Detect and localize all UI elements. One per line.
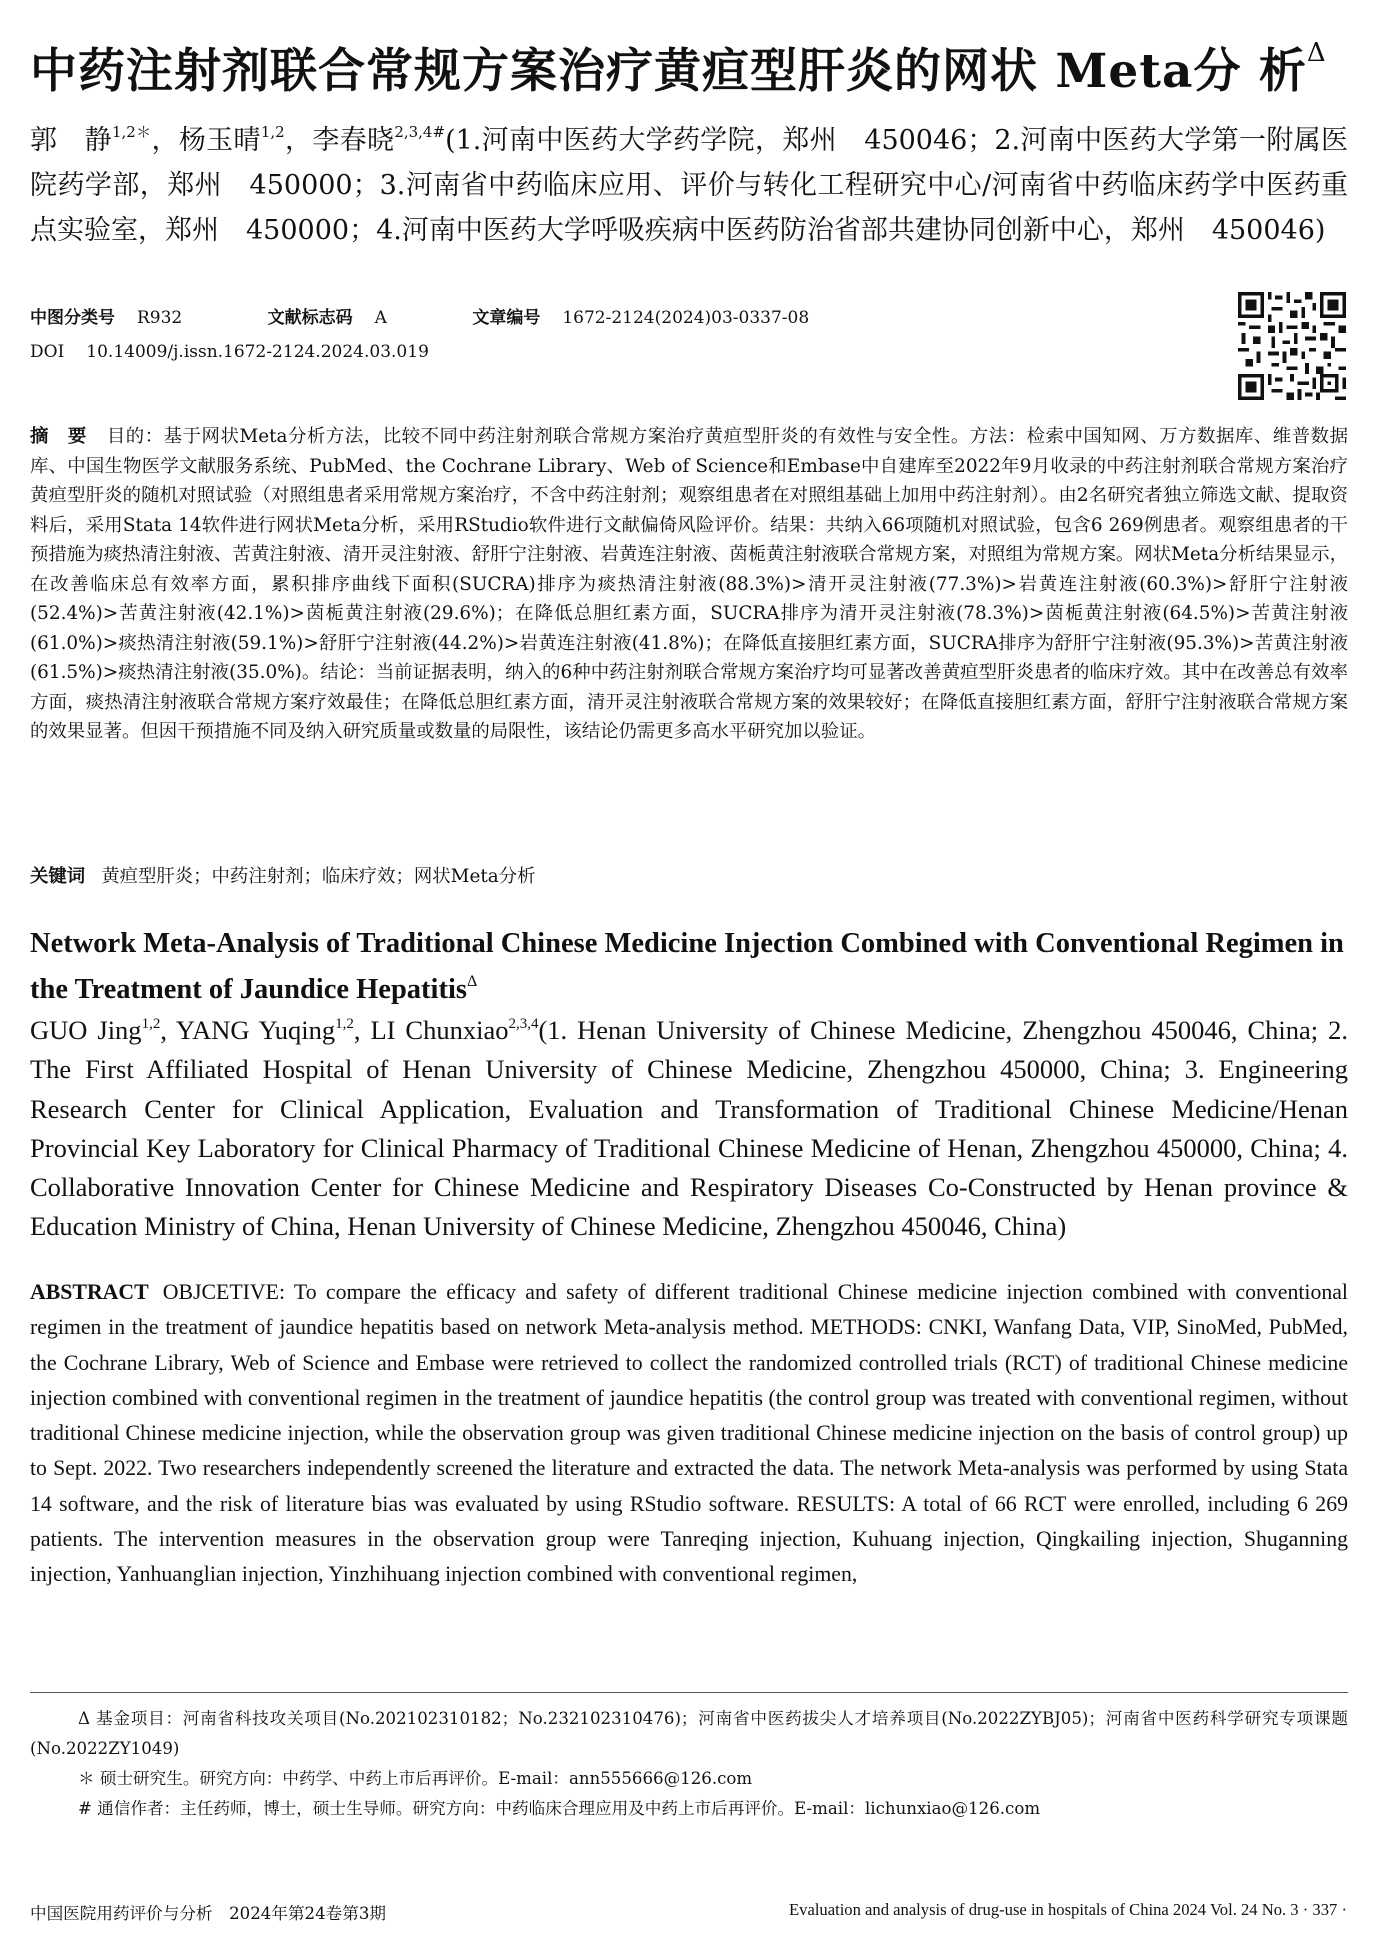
running-footer-right: Evaluation and analysis of drug-use in hospitals of China 2024 Vol. 24 No. 3 · 337 · — [789, 1900, 1347, 1919]
title-en: Network Meta-Analysis of Traditional Chinese Medicine Injection Combined with Conventional Regimen in the Treatment of Jaundice Hepatitis$^\Delta$ — [30, 928, 1344, 1005]
footnote-corresponding: # 通信作者：主任药师，博士，硕士生导师。研究方向：中药临床合理应用及中药上市后再评价。E-mail：lichunxiao@126.com — [78, 1799, 1041, 1818]
abstract-en-text: OBJCETIVE: To compare the efficacy and safety of different traditional Chinese medicine injection combined with conventional regimen in the treatment of jaundice hepatitis based on network Meta-analysis method. METHODS: CNKI, Wanfang Data, VIP, SinoMed, PubMed, the Cochrane Library, Web of Science and Embase were retrieved to collect the randomized controlled trials (RCT) of traditional Chinese medicine injection combined with conventional regimen in the treatment of jaundice hepatitis (the control group was treated with conventional regimen, without traditional Chinese medicine injection, while the observation group was given traditional Chinese medicine injection on the basis of control group) up to Sept. 2022. Two researchers independently screened the literature and extracted the data. The network Meta-analysis was performed by using Stata 14 software, and the risk of literature bias was evaluated by using RStudio software. RESULTS: A total of 66 RCT were enrolled, including 6 269 patients. The intervention measures in the observation group were Tanreqing injection, Kuhuang injection, Qingkailing injection, Shuganning injection, Yanhuanglian injection, Yinzhihuang injection combined with conventional regimen, — [30, 1280, 1348, 1587]
footnote-divider — [30, 1692, 1348, 1693]
keywords-zh-text: 黄疸型肝炎；中药注射剂；临床疗效；网状Meta分析 — [101, 866, 536, 887]
title-en-mark: Δ — [466, 973, 478, 990]
abstract-en — [30, 1275, 1348, 1593]
classification-line: 中图分类号 R932 文献标志码 A 文章编号 1672-2124(2024)03-0337-08 — [30, 308, 810, 328]
doi-line: DOI 10.14009/j.issn.1672-2124.2024.03.019 — [30, 342, 429, 362]
footnote-first-author: ＊ 硕士研究生。研究方向：中药学、中药上市后再评价。E-mail：ann555666@126.com — [78, 1769, 753, 1788]
footnote-fund: Δ 基金项目：河南省科技攻关项目(No.202102310182；No.232102310476)；河南省中医药拔尖人才培养项目(No.2022ZYBJ05)；河南省中医药科学研究专项课题(No.2022ZY1049) — [30, 1709, 1348, 1758]
doi-value[interactable]: 10.14009/j.issn.1672-2124.2024.03.019 — [86, 342, 429, 362]
keywords-zh — [30, 864, 535, 890]
qr-code-icon — [1238, 292, 1346, 400]
footnotes — [30, 1704, 1348, 1824]
affiliations-en: (1. Henan University of Chinese Medicine, Zhengzhou 450046, China; 2. The First Affiliated Hospital of Henan University of Chinese Medicine, Zhengzhou 450000, China; 3. Engineering Research Center for Clinical Application, Evaluation and Transformation of Traditional Chinese Medicine/Henan Provincial Key Laboratory for Clinical Pharmacy of Traditional Chinese Medicine of Henan, Zhengzhou 450000, China; 4. Collaborative Innovation Center for Chinese Medicine and Respiratory Diseases Co-Constructed by Henan province & Education Ministry of China, Henan University of Chinese Medicine, Zhengzhou 450046, China) — [30, 1015, 1348, 1242]
affiliations-zh: (1.河南中医药大学药学院，郑州 450046；2.河南中医药大学第一附属医院药学部，郑州 450000；3.河南省中药临床应用、评价与转化工程研究中心/河南省中药临床药学中医药重点实验室，郑州 450000；4.河南中医药大学呼吸疾病中医药防治省部共建协同创新中心，郑州 450046) — [30, 125, 1349, 246]
abstract-zh — [30, 422, 1348, 747]
abstract-zh-label: 摘 要 — [30, 426, 87, 447]
authors-zh: 郭 静$^{1,2*}$，杨玉晴$^{1,2}$，李春晓$^{2,3,4\#}$(1.河南中医药大学药学院，郑州 450046；2.河南中医药大学第一附属医院药学部，郑州 450000；3.河南省中药临床应用、评价与转化工程研究中心/河南省中药临床药学中医药重点实验室，郑州 450000；4.河南中医药大学呼吸疾病中医药防治省部共建协同创新中心，郑州 450046) — [30, 123, 1349, 246]
keywords-zh-label: 关键词 — [30, 866, 86, 887]
title-zh-mark: Δ — [1306, 38, 1327, 68]
authors-en: GUO Jing$^{1,2}$, YANG Yuqing$^{1,2}$, LI Chunxiao$^{2,3,4}$(1. Henan University of Chinese Medicine, Zhengzhou 450046, China; 2. The First Affiliated Hospital of Henan University of Chinese Medicine, Zhengzhou 450000, China; 3. Engineering Research Center for Clinical Application, Evaluation and Transformation of Traditional Chinese Medicine/Henan Provincial Key Laboratory for Clinical Pharmacy of Traditional Chinese Medicine of Henan, Zhengzhou 450000, China; 4. Collaborative Innovation Center for Chinese Medicine and Respiratory Diseases Co-Constructed by Henan province & Education Ministry of China, Henan University of Chinese Medicine, Zhengzhou 450046, China) — [30, 1015, 1348, 1242]
title-zh: 中药注射剂联合常规方案治疗黄疸型肝炎的网状 Meta分 析$^\Delta$ — [30, 38, 1327, 99]
abstract-zh-text: 目的：基于网状Meta分析方法，比较不同中药注射剂联合常规方案治疗黄疸型肝炎的有效性与安全性。方法：检索中国知网、万方数据库、维普数据库、中国生物医学文献服务系统、PubMed、the Cochrane Library、Web of Science和Embase中自建库至2022年9月收录的中药注射剂联合常规方案治疗黄疸型肝炎的随机对照试验（对照组患者采用常规方案治疗，不含中药注射剂；观察组患者在对照组基础上加用中药注射剂）。由2名研究者独立筛选文献、提取资料后，采用Stata 14软件进行网状Meta分析，采用RStudio软件进行文献偏倚风险评价。结果：共纳入66项随机对照试验，包含6 269例患者。观察组患者的干预措施为痰热清注射液、苦黄注射液、清开灵注射液、舒肝宁注射液、岩黄连注射液、茵栀黄注射液联合常规方案，对照组为常规方案。网状Meta分析结果显示，在改善临床总有效率方面，累积排序曲线下面积(SUCRA)排序为痰热清注射液(88.3%)>清开灵注射液(77.3%)>岩黄连注射液(60.3%)>舒肝宁注射液(52.4%)>苦黄注射液(42.1%)>茵栀黄注射液(29.6%)；在降低总胆红素方面，SUCRA排序为清开灵注射液(78.3%)>茵栀黄注射液(64.5%)>苦黄注射液(61.0%)>痰热清注射液(59.1%)>舒肝宁注射液(44.2%)>岩黄连注射液(41.8%)；在降低直接胆红素方面，SUCRA排序为舒肝宁注射液(95.3%)>苦黄注射液(61.5%)>痰热清注射液(35.0%)。结论：当前证据表明，纳入的6种中药注射剂联合常规方案治疗均可显著改善黄疸型肝炎患者的临床疗效。其中在改善总有效率方面，痰热清注射液联合常规方案疗效最佳；在降低总胆红素方面，清开灵注射液联合常规方案的效果较好；在降低直接胆红素方面，舒肝宁注射液联合常规方案的效果显著。但因干预措施不同及纳入研究质量或数量的局限性，该结论仍需更多高水平研究加以验证。 — [30, 426, 1348, 742]
abstract-en-label: ABSTRACT — [30, 1280, 149, 1304]
running-footer-left: 中国医院用药评价与分析 2024年第24卷第3期 — [30, 1904, 386, 1923]
